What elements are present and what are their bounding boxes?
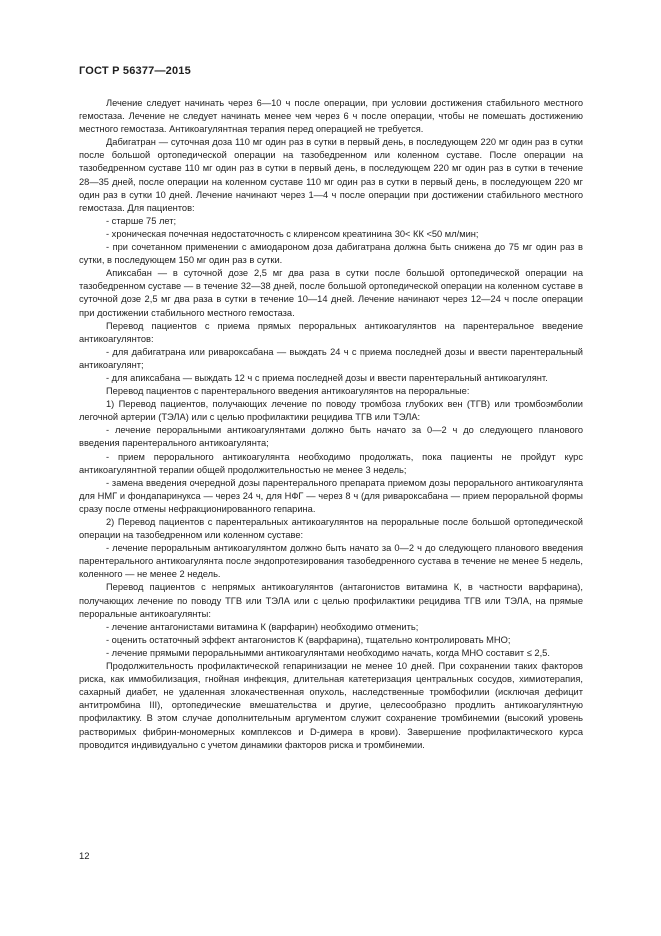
list-item: - при сочетанном применении с амиодароном доза дабигатрана должна быть снижена до 75 мг один раз в сутки, в последующем 150 мг один раз в сутки. xyxy=(79,242,583,266)
list-item: - замена введения очередной дозы парентерального препарата приемом дозы перорального антикоагулянта для НМГ и фондапаринукса — через 24 ч, для НФГ — через 8 ч (для ривароксабана — прием пероральной формы сразу после отмены нефракционированного гепарина. xyxy=(79,477,583,514)
paragraph: Апиксабан — в суточной дозе 2,5 мг два раза в сутки после большой ортопедической операции на тазобедренном суставе — в течение 32—38 дней, после большой ортопедической операции на коленном суставе в суточной дозе 2,5 мг два раза в сутки в течение 10—14 дней. Лечение начинают через 12—24 ч после операции при достижении стабильного местного гемостаза. xyxy=(79,268,583,318)
list-item: - лечение антагонистами витамина К (варфарин) необходимо отменить; xyxy=(106,621,419,632)
list-item: - старше 75 лет; xyxy=(106,215,177,226)
paragraph: Продолжительность профилактической гепаринизации не менее 10 дней. При сохранении таких факторов риска, как иммобилизация, гнойная инфекция, длительная катетеризация центральных сосудов, химиотерапия, сахарный диабет, не удаленная злокачественная опухоль, наследственные тромбофилии (исключая дефицит антитромбина III), ортопедические вмешательства и другие, целесообразно продлить антикоагулянтную профилактику. В этом случае дополнительным аргументом служит сохранение тромбинемии (высокий уровень растворимых фибрин-мономерных комплексов и D-димера в крови). Завершение профилактического курса проводится индивидуально с учетом динамики факторов риска и тромбинемии. xyxy=(79,661,583,750)
list-item: - оценить остаточный эффект антагонистов К (варфарина), тщательно контролировать МНО; xyxy=(106,634,511,645)
paragraph: Перевод пациентов с парентерального введения антикоагулянтов на пероральные: xyxy=(106,386,470,397)
page-number: 12 xyxy=(79,851,90,862)
list-item: - для дабигатрана или ривароксабана — выждать 24 ч с приема последней дозы и ввести парентеральный антикоагулянт; xyxy=(79,346,583,370)
list-item: - хроническая почечная недостаточность с клиренсом креатинина 30< КК <50 мл/мин; xyxy=(106,228,479,239)
list-item: - лечение прямыми пероральнымми антикоагулянтами необходимо начать, когда МНО составит ≤ 2,5. xyxy=(106,647,550,658)
paragraph: Лечение следует начинать через 6—10 ч после операции, при условии достижения стабильного местного гемостаза. Лечение не следует начинать менее чем через 6 ч после операции, чтобы не помешать достижению местного гемостаза. Антикоагулянтная терапия перед операцией не требуется. xyxy=(79,98,583,135)
list-item: - лечение пероральным антикоагулянтом должно быть начато за 0—2 ч до следующего планового введения парентерального антикоагулянта после эндопротезирования тазобедренного сустава в течение не менее 5 недель, коленного — не менее 2 недель. xyxy=(79,543,583,580)
document-header: ГОСТ Р 56377—2015 xyxy=(79,65,191,77)
numbered-item: 2) Перевод пациентов с парентеральных антикоагулянтов на пероральные после большой ортопедической операции на тазобедренном или коленном суставе: xyxy=(79,517,583,541)
paragraph: Перевод пациентов с непрямых антикоагулянтов (антагонистов витамина К, в частности варфарина), получающих лечение по поводу ТГВ или ТЭЛА или с целью профилактики рецидива ТГВ или ТЭЛА, на прямые пероральные антикоагулянты: xyxy=(79,582,583,619)
document-body xyxy=(79,97,583,752)
paragraph: Дабигатран — суточная доза 110 мг один раз в сутки в первый день, в последующем 220 мг один раз в сутки после большой ортопедической операции на тазобедренном или коленном суставе. После операции на тазобедренном суставе 110 мг один раз в сутки в первый день, в последующем 220 мг один раз в сутки в течение 28—35 дней, после операции на коленном суставе 110 мг один раз в сутки в первый день, в последующем 220 мг один раз в сутки 10 дней. Лечение начинают через 1—4 ч после операции при достижении стабильного местного гемостаза. Для пациентов: xyxy=(79,137,583,213)
list-item: - прием перорального антикоагулянта необходимо продолжать, пока пациенты не пройдут курс антикоагулянтной терапии общей продолжительностью не менее 3 недель; xyxy=(79,451,583,475)
list-item: - лечение пероральными антикоагулянтами должно быть начато за 0—2 ч до следующего планового введения парентерального антикоагулянта; xyxy=(79,425,583,449)
numbered-item: 1) Перевод пациентов, получающих лечение по поводу тромбоза глубоких вен (ТГВ) или тромбоэмболии легочной артерии (ТЭЛА) или с целью профилактики рецидива ТГВ или ТЭЛА: xyxy=(79,399,583,423)
paragraph: Перевод пациентов с приема прямых пероральных антикоагулянтов на парентеральное введение антикоагулянтов: xyxy=(79,320,583,344)
list-item: - для апиксабана — выждать 12 ч с приема последней дозы и ввести парентеральный антикоагулянт. xyxy=(106,372,548,383)
